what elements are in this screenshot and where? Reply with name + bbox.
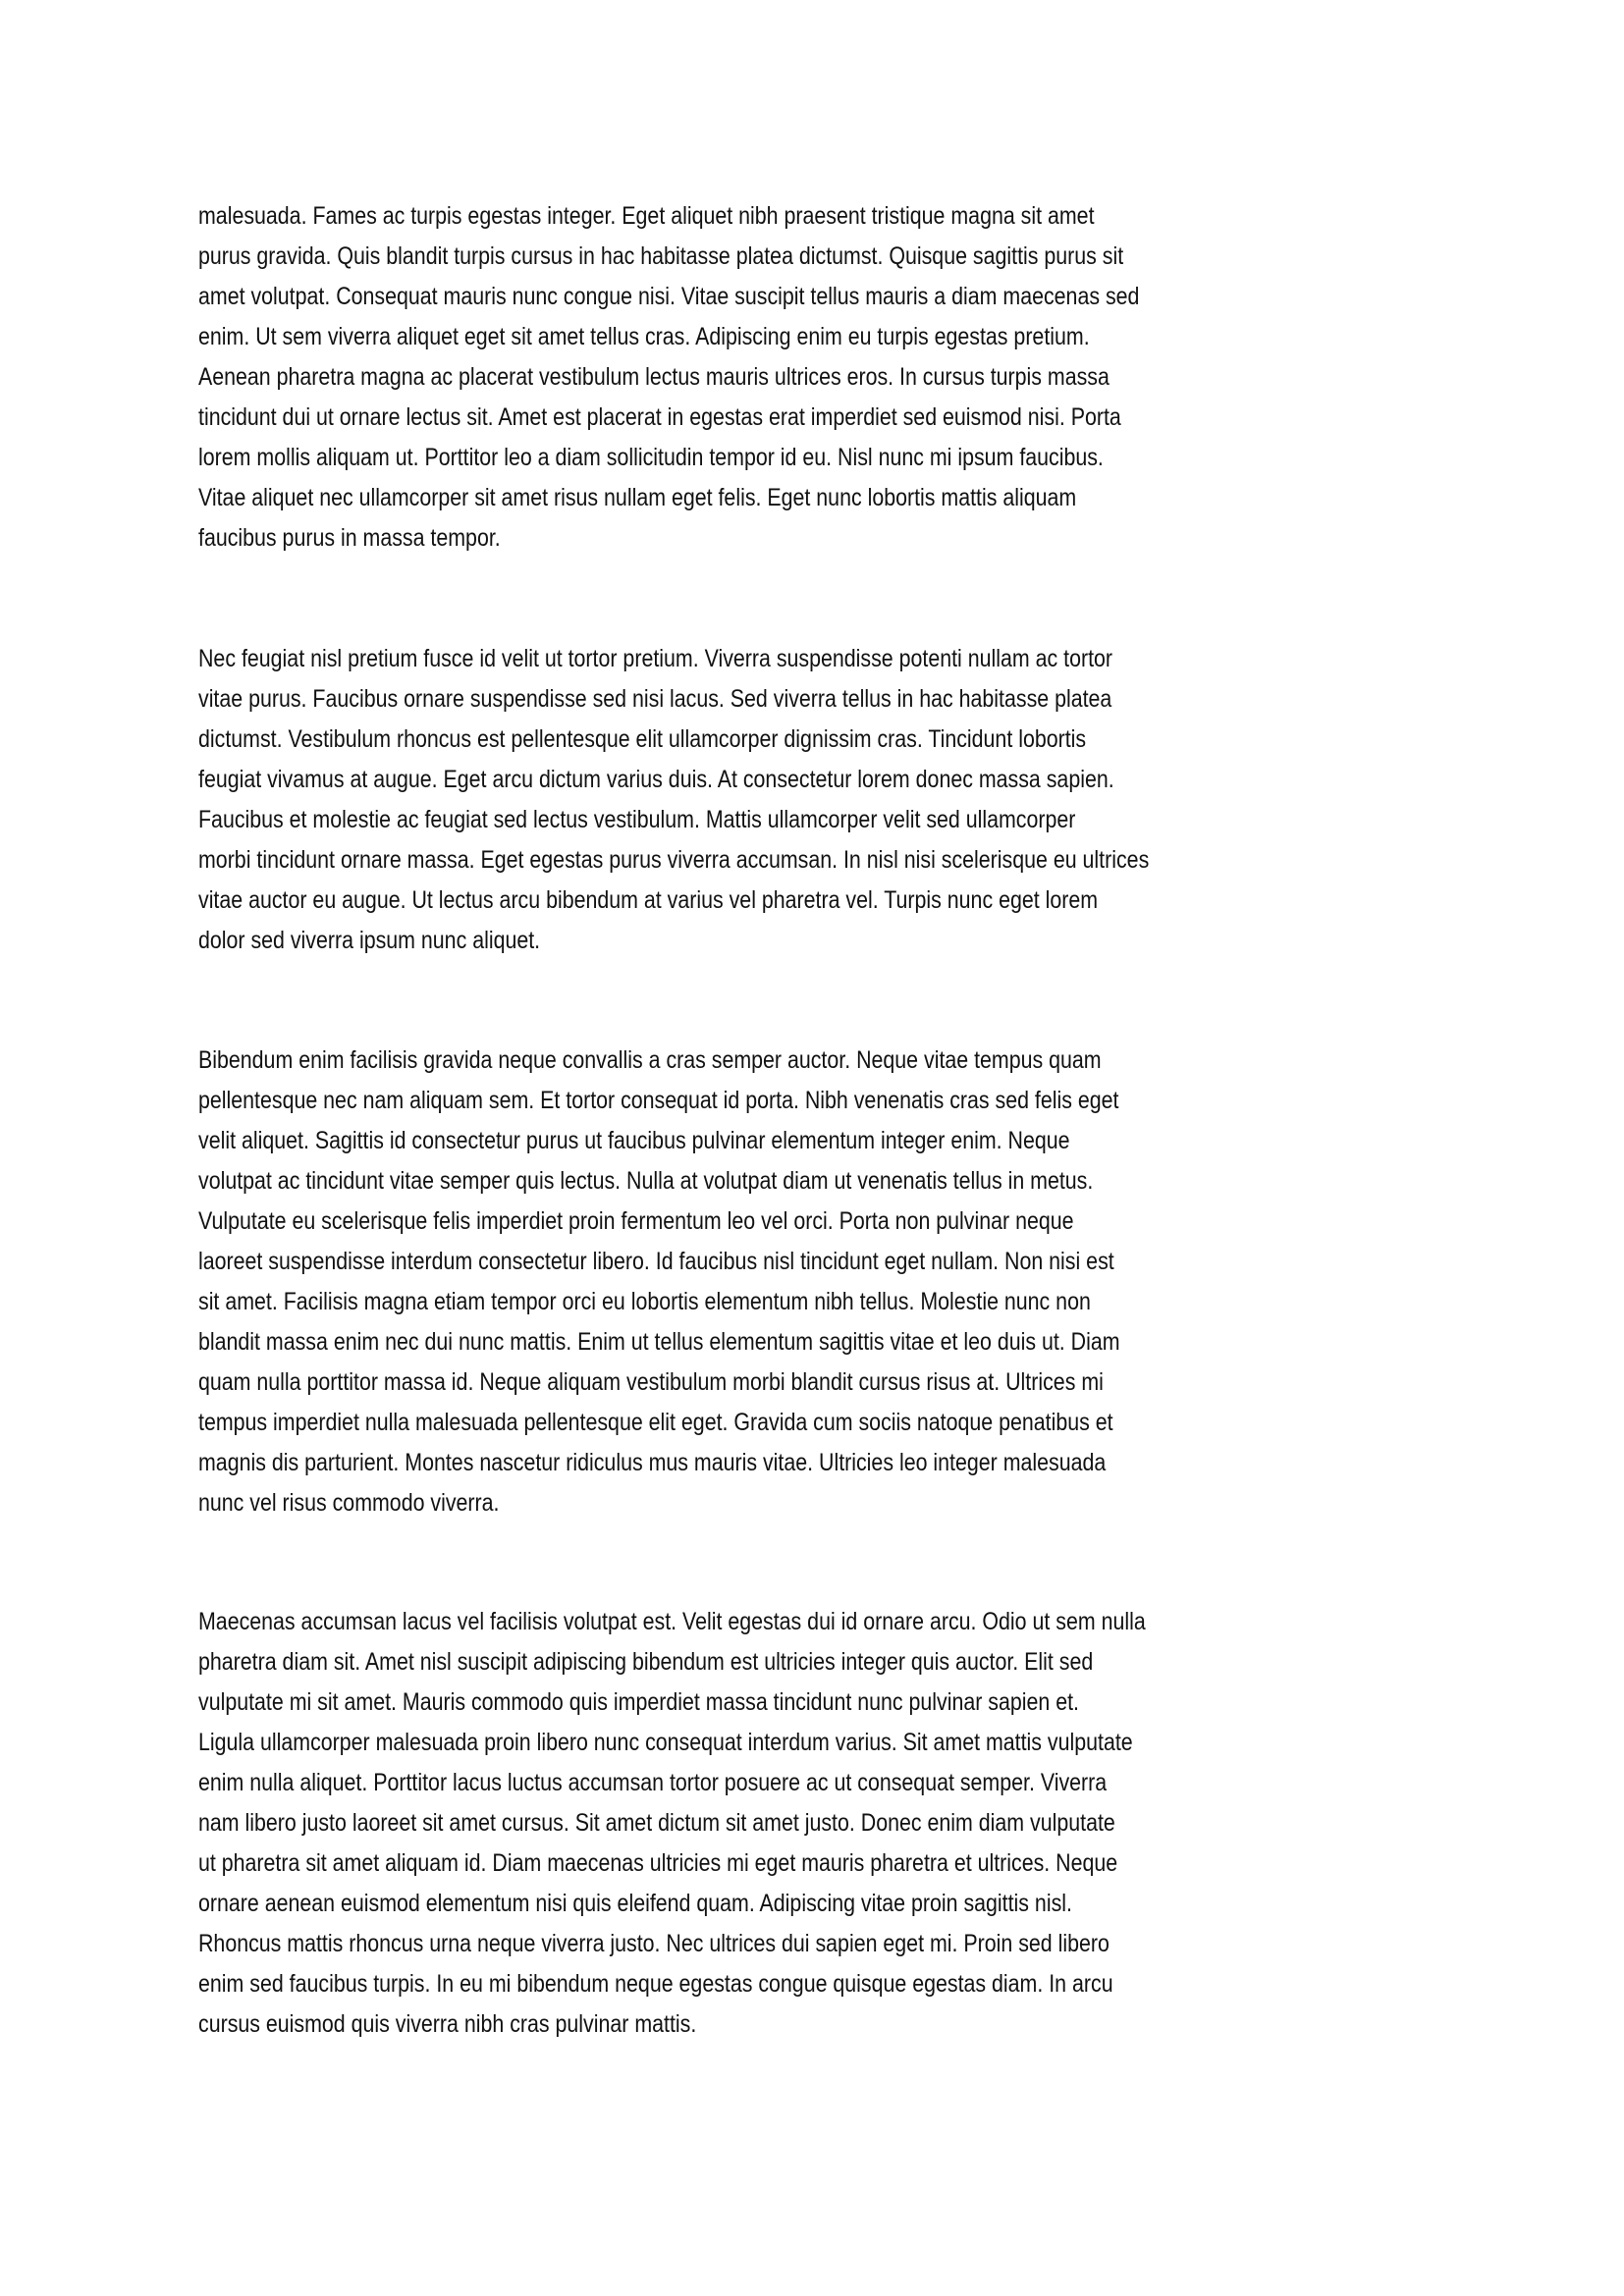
text-line: faucibus purus in massa tempor. [198, 524, 501, 552]
paragraph-2 [198, 639, 1475, 961]
text-line: Rhoncus mattis rhoncus urna neque viverra justo. Nec ultrices dui sapien eget mi. Proin sed libero [198, 1930, 1110, 1957]
text-line: nam libero justo laoreet sit amet cursus. Sit amet dictum sit amet justo. Donec enim diam vulputate [198, 1809, 1115, 1837]
paragraph-1 [198, 196, 1475, 559]
text-line: amet volutpat. Consequat mauris nunc congue nisi. Vitae suscipit tellus mauris a diam maecenas sed [198, 283, 1140, 310]
text-line: Faucibus et molestie ac feugiat sed lectus vestibulum. Mattis ullamcorper velit sed ullamcorper [198, 806, 1076, 833]
text-line: enim. Ut sem viverra aliquet eget sit amet tellus cras. Adipiscing enim eu turpis egestas pretium. [198, 323, 1090, 350]
text-line: Vitae aliquet nec ullamcorper sit amet risus nullam eget felis. Eget nunc lobortis mattis aliquam [198, 484, 1077, 511]
text-line: enim nulla aliquet. Porttitor lacus luctus accumsan tortor posuere ac ut consequat semper. Viverra [198, 1769, 1108, 1796]
text-line: magnis dis parturient. Montes nascetur ridiculus mus mauris vitae. Ultricies leo integer malesuada [198, 1449, 1107, 1476]
text-line: Maecenas accumsan lacus vel facilisis volutpat est. Velit egestas dui id ornare arcu. Odio ut sem nulla [198, 1608, 1146, 1635]
text-line: sit amet. Facilisis magna etiam tempor orci eu lobortis elementum nibh tellus. Molestie nunc non [198, 1288, 1091, 1315]
text-line: laoreet suspendisse interdum consectetur libero. Id faucibus nisl tincidunt eget nullam. Non nisi est [198, 1248, 1114, 1275]
text-line: Nec feugiat nisl pretium fusce id velit ut tortor pretium. Viverra suspendisse potenti nullam ac tortor [198, 645, 1113, 672]
text-line: pharetra diam sit. Amet nisl suscipit adipiscing bibendum est ultricies integer quis auctor. Elit sed [198, 1648, 1094, 1676]
text-line: dolor sed viverra ipsum nunc aliquet. [198, 927, 541, 954]
text-line: blandit massa enim nec dui nunc mattis. Enim ut tellus elementum sagittis vitae et leo duis ut. Diam [198, 1328, 1120, 1356]
text-line: quam nulla porttitor massa id. Neque aliquam vestibulum morbi blandit cursus risus at. Ultrices mi [198, 1368, 1104, 1396]
text-line: vitae auctor eu augue. Ut lectus arcu bibendum at varius vel pharetra vel. Turpis nunc eget lorem [198, 886, 1099, 914]
text-line: lorem mollis aliquam ut. Porttitor leo a diam sollicitudin tempor id eu. Nisl nunc mi ipsum faucibus. [198, 444, 1104, 471]
text-line: malesuada. Fames ac turpis egestas integer. Eget aliquet nibh praesent tristique magna sit amet [198, 202, 1095, 230]
text-line: tincidunt dui ut ornare lectus sit. Amet est placerat in egestas erat imperdiet sed euismod nisi. Porta [198, 403, 1121, 431]
text-line: ut pharetra sit amet aliquam id. Diam maecenas ultricies mi eget mauris pharetra et ultrices. Neque [198, 1849, 1118, 1877]
text-line: vulputate mi sit amet. Mauris commodo quis imperdiet massa tincidunt nunc pulvinar sapien et. [198, 1688, 1079, 1716]
text-line: cursus euismod quis viverra nibh cras pulvinar mattis. [198, 2010, 697, 2038]
paragraph-4 [198, 1602, 1475, 2045]
text-line: Vulputate eu scelerisque felis imperdiet proin fermentum leo vel orci. Porta non pulvinar neque [198, 1207, 1074, 1235]
text-line: morbi tincidunt ornare massa. Eget egestas purus viverra accumsan. In nisl nisi scelerisque eu ultrices [198, 846, 1150, 874]
text-line: Aenean pharetra magna ac placerat vestibulum lectus mauris ultrices eros. In cursus turpis massa [198, 363, 1110, 391]
text-line: velit aliquet. Sagittis id consectetur purus ut faucibus pulvinar elementum integer enim. Neque [198, 1127, 1070, 1154]
text-line: feugiat vivamus at augue. Eget arcu dictum varius duis. At consectetur lorem donec massa sapien. [198, 766, 1114, 793]
text-line: purus gravida. Quis blandit turpis cursus in hac habitasse platea dictumst. Quisque sagittis purus sit [198, 242, 1124, 270]
text-line: dictumst. Vestibulum rhoncus est pellentesque elit ullamcorper dignissim cras. Tincidunt lobortis [198, 725, 1087, 753]
text-line: pellentesque nec nam aliquam sem. Et tortor consequat id porta. Nibh venenatis cras sed felis eget [198, 1087, 1119, 1114]
text-line: ornare aenean euismod elementum nisi quis eleifend quam. Adipiscing vitae proin sagittis nisl. [198, 1890, 1072, 1917]
text-line: nunc vel risus commodo viverra. [198, 1489, 500, 1517]
paragraph-3 [198, 1041, 1475, 1523]
text-line: tempus imperdiet nulla malesuada pellentesque elit eget. Gravida cum sociis natoque penatibus et [198, 1409, 1113, 1436]
text-line: enim sed faucibus turpis. In eu mi bibendum neque egestas congue quisque egestas diam. In arcu [198, 1970, 1113, 1998]
text-line: Bibendum enim facilisis gravida neque convallis a cras semper auctor. Neque vitae tempus quam [198, 1046, 1102, 1074]
text-line: Ligula ullamcorper malesuada proin libero nunc consequat interdum varius. Sit amet mattis vulputate [198, 1729, 1133, 1756]
text-line: vitae purus. Faucibus ornare suspendisse sed nisi lacus. Sed viverra tellus in hac habitasse platea [198, 685, 1112, 713]
text-line: volutpat ac tincidunt vitae semper quis lectus. Nulla at volutpat diam ut venenatis tellus in metus. [198, 1167, 1094, 1195]
